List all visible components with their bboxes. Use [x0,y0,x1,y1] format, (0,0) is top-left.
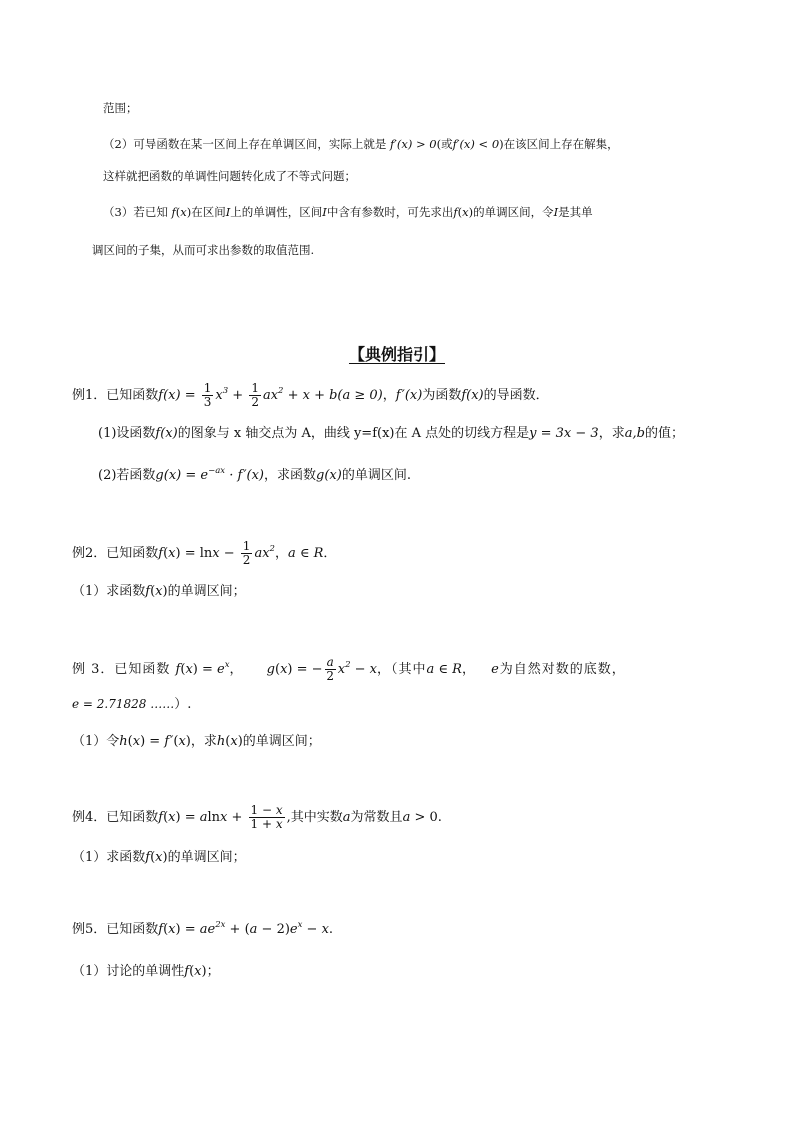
intro-text: 在区间 [191,205,226,219]
text: ， [461,662,476,677]
example-label: 例5．已知函数 [72,922,159,937]
text: 的单调区间； [242,734,321,749]
example-label: 例2．已知函数 [72,546,159,561]
example-2-question-1 [72,582,246,602]
text: (1)设函数 [98,426,156,441]
formula: $f(x) = ae^{2x} + (a - 2)e^x - x$ [158,920,329,937]
formula: a,b [624,426,645,441]
formula: f(x) [145,584,168,599]
text: 为函数 [422,388,462,403]
formula: f(x) = alnx + $\frac{1 - x}{1 + x}$ [158,803,283,831]
text: ， [274,546,288,561]
example-1-statement [72,382,549,409]
formula: g(x) [316,468,342,483]
text: 的图象与 x 轴交点为 A，曲线 y=f(x)在 A 点处的切线方程是 [177,426,530,441]
intro-line-1 [103,98,138,118]
formula: e [491,662,500,677]
text: ，求 [190,734,217,749]
formula: a > 0 [402,810,438,825]
intro-text: 的单调区间，令 [473,205,554,219]
formula: f(x) [461,388,484,403]
text: 为常数且 [350,810,403,825]
formula: f(x) = lnx − $\frac{1}{2}$ $ax^2$ [158,539,275,567]
example-2-statement: 例2．已知函数f(x) = lnx − $\frac{1}{2}$ $ax^2$，a ∈ R． [72,539,337,567]
formula: y = 3x − 3 [529,426,599,441]
example-label: 例4．已知函数 [72,810,159,825]
formula: h(x) = f ′(x) [119,734,191,749]
formula: f′(x) < 0 [452,137,500,151]
text: . [437,810,442,825]
text: 的值； [644,426,684,441]
text: ，（其中 [376,662,427,677]
text: 的单调区间； [167,850,246,865]
text: 为自然对数的底数， [499,662,626,677]
formula: f(x) [453,205,474,219]
intro-line-3 [103,166,356,186]
formula: a ∈ R [287,546,324,561]
intro-text: (或 [436,137,453,151]
intro-text: 这样就把函数的单调性问题转化成了不等式问题； [103,169,356,183]
intro-line-5 [92,240,314,260]
formula: f′(x) > 0 [389,137,437,151]
intro-text: 上的单调性，区间 [230,205,323,219]
example-label: 例1．已知函数 [72,388,159,403]
text: ， [229,662,244,677]
text: ,其中实数 [286,810,343,825]
formula: a [342,810,351,825]
example-1-question-1 [98,424,684,444]
formula: f(x) [184,964,207,979]
example-label: 例 3．已知函数 [72,662,171,677]
example-3-question-1 [72,732,321,752]
text: . [328,922,334,937]
formula: h(x) [216,734,243,749]
section-heading [0,342,794,365]
formula: I [553,205,559,219]
example-3-statement-cont [72,694,191,715]
formula: g(x) = − $\frac{a}{2}$ $x^2 - x$ [266,655,377,683]
formula: e = 2.71828 …… [72,697,175,711]
formula: I [225,205,231,219]
formula: f ′(x) [395,388,423,403]
text: ； [206,964,220,979]
example-5-statement [72,920,333,940]
text: (2)若函数 [98,468,156,483]
text: 的单调区间. [341,468,411,483]
intro-text: )在该区间上存在解集， [499,137,619,151]
intro-line-2 [103,134,619,154]
intro-text: 范围； [103,101,138,115]
formula: f(x) = $\frac{1}{3}$ $x^3$ + $\frac{1}{2}$ $ax^2 + x + b(a \ge 0)$ [158,381,383,409]
text: 的导函数． [483,388,549,403]
text: （1）求函数 [72,584,146,599]
example-3-statement [72,656,626,683]
text: 的单调区间； [167,584,246,599]
formula: I [322,205,327,219]
formula: f(x) [145,850,168,865]
formula: $g(x) = e^{-ax} \cdot f$ ′(x) [155,466,264,483]
text: （1）讨论的单调性 [72,964,185,979]
example-4-question-1 [72,848,246,868]
intro-text: 是其单 [558,205,593,219]
section-heading-text: 【典例指引】 [348,345,445,364]
formula: f(x) [155,426,178,441]
formula: a ∈ R [426,662,462,677]
intro-text: 调区间的子集，从而可求出参数的取值范围. [92,243,315,257]
text: ， [382,388,396,403]
intro-text: 中含有参数时，可先求出 [326,205,454,219]
intro-text: （3）若已知 [103,205,168,219]
example-5-question-1 [72,962,220,982]
formula: f(x) [171,205,192,219]
text: ）. [174,697,192,712]
text: ，求函数 [264,468,317,483]
intro-text: （2）可导函数在某一区间上存在单调区间，实际上就是 [103,137,387,151]
intro-line-4 [103,202,593,222]
text: （1）令 [72,734,120,749]
formula: $f(x) = e^x$ [175,660,230,677]
text: （1）求函数 [72,850,146,865]
example-4-statement [72,804,442,831]
example-1-question-2 [98,466,411,486]
text: ，求 [598,426,625,441]
